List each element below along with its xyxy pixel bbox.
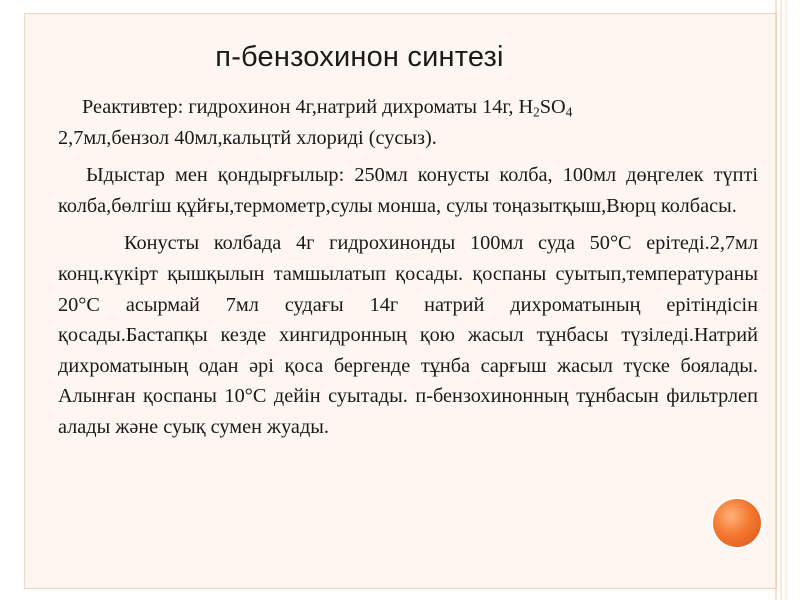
procedure-paragraph: Конусты колбада 4г гидрохинонды 100мл суда 50°C ерітеді.2,7мл конц.күкірт қышқылын тамшылатып қосады. қоспаны суытып,температураны 20°C асырмай 7мл судағы 14г натрий дихроматының ерітіндісін қосады.Бастапқы кезде хингидронның қою жасыл тұнбасы түзіледі.Натрий дихроматының одан әрі қоса бергенде тұнба сарғыш жасыл түске боялады. Алынған қоспаны 10°C дейін суытады. п-бензохинонның тұнбасын фильтрлеп алады және суық сумен жуады. [58,232,758,438]
reagents-subscript-2: 2 [533,104,540,120]
reagents-so: SO [539,96,566,118]
orange-orb-icon [713,499,761,547]
slide-title: п-бензохинон синтезі [215,41,504,73]
reagents-text-cont: 2,7мл,бензол 40мл,кальцтй хлориді (сусыз). [58,126,437,149]
reagents-paragraph [58,92,758,153]
reagents-subscript-4: 4 [565,104,573,120]
decorative-lines [770,0,800,600]
equipment-paragraph: Ыдыстар мен қондырғылыр: 250мл конусты колба, 100мл дөңгелек түпті колба,бөлгіш құйғы,термометр,сулы монша, сулы тоңазытқыш,Вюрц колбасы. [58,164,758,217]
slide-body [58,92,758,450]
reagents-text: Реактивтер: гидрохинон 4г,натрий дихроматы 14г, H [82,96,534,118]
